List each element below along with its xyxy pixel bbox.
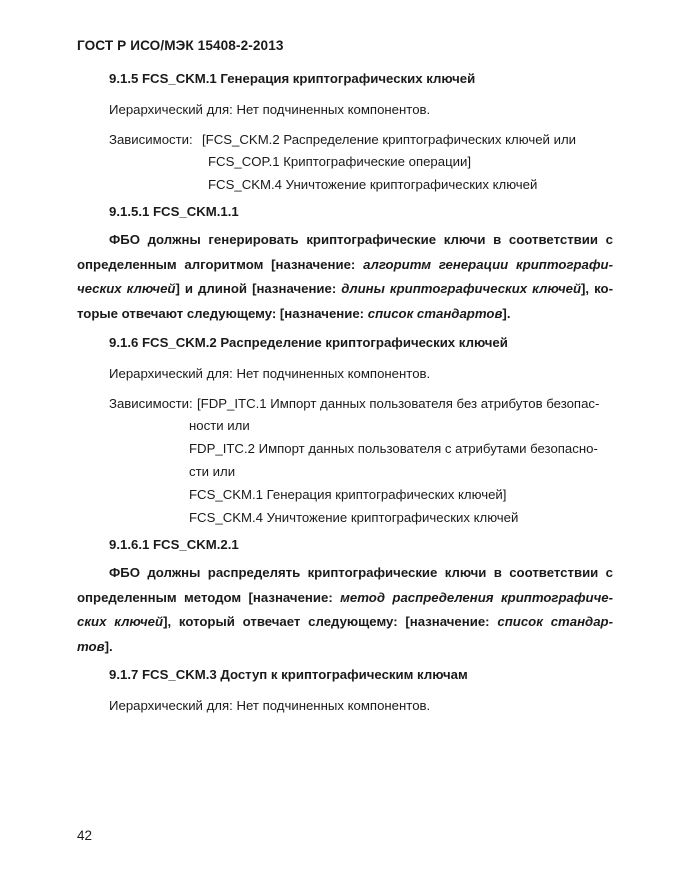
dependency-item: FCS_CKM.1 Генерация криптографических ключей] xyxy=(189,487,507,502)
text-run: ФБО должны генерировать криптографические ключи в соответствии с xyxy=(109,232,613,247)
assignment-text: метод распределения криптографиче- xyxy=(340,589,613,605)
paragraph-line xyxy=(77,277,613,302)
assignment-text: ческих ключей xyxy=(77,281,176,296)
paragraph-line xyxy=(77,253,613,278)
page-number: 42 xyxy=(77,828,93,843)
paragraph-line xyxy=(77,561,613,586)
text-run: ]. xyxy=(104,638,113,654)
text-run: ] и длиной [назначение: xyxy=(175,281,342,296)
section-heading-9-1-5-1: 9.1.5.1 FCS_CKM.1.1 xyxy=(109,204,239,219)
dependency-item: сти или xyxy=(189,464,236,479)
dependency-item: [FDP_ITC.1 Импорт данных пользователя без атрибутов безопас- xyxy=(197,396,600,411)
assignment-text: список стандар- xyxy=(497,614,613,629)
assignment-text: ских ключей xyxy=(77,614,164,629)
dependency-item: FDP_ITC.2 Импорт данных пользователя с атрибутами безопасно- xyxy=(189,441,598,456)
assignment-text: алгоритм генерации криптографи- xyxy=(363,256,614,272)
dependencies-label: Зависимости: xyxy=(109,396,193,411)
document-header: ГОСТ Р ИСО/МЭК 15408-2-2013 xyxy=(77,38,284,53)
dependency-item: ности или xyxy=(189,418,250,433)
text-run: ФБО должны распределять криптографические ключи в соответствии с xyxy=(109,565,613,580)
dependency-item: FCS_COP.1 Криптографические операции] xyxy=(208,154,472,169)
section-heading-9-1-6: 9.1.6 FCS_CKM.2 Распределение криптографических ключей xyxy=(109,335,508,350)
hierarchical-text: Иерархический для: Нет подчиненных компонентов. xyxy=(109,366,431,381)
text-run: ], который отвечает следующему: [назначение: xyxy=(163,614,498,629)
hierarchical-text: Иерархический для: Нет подчиненных компонентов. xyxy=(109,698,431,713)
section-heading-9-1-7: 9.1.7 FCS_CKM.3 Доступ к криптографическим ключам xyxy=(109,667,468,682)
paragraph-line xyxy=(77,302,613,327)
assignment-text: тов xyxy=(77,638,105,654)
paragraph-line xyxy=(77,635,613,660)
paragraph-line xyxy=(77,610,613,635)
text-run: определенным методом [назначение: xyxy=(77,589,341,605)
dependency-item: [FCS_CKM.2 Распределение криптографических ключей или xyxy=(202,132,577,147)
dependencies-label: Зависимости: xyxy=(109,132,193,147)
requirement-paragraph xyxy=(77,228,613,326)
text-run: определенным алгоритмом [назначение: xyxy=(77,256,364,272)
text-run: ]. xyxy=(502,305,511,321)
requirement-paragraph xyxy=(77,561,613,659)
paragraph-line xyxy=(77,586,613,611)
text-run: торые отвечают следующему: [назначение: xyxy=(77,305,368,321)
section-heading-9-1-6-1: 9.1.6.1 FCS_CKM.2.1 xyxy=(109,537,239,552)
paragraph-line xyxy=(77,228,613,253)
dependency-item: FCS_CKM.4 Уничтожение криптографических ключей xyxy=(208,177,538,192)
section-heading-9-1-5: 9.1.5 FCS_CKM.1 Генерация криптографических ключей xyxy=(109,71,476,86)
text-run: ], ко- xyxy=(581,281,613,296)
assignment-text: длины криптографических ключей xyxy=(341,281,582,296)
assignment-text: список стандартов xyxy=(367,305,503,321)
dependency-item: FCS_CKM.4 Уничтожение криптографических ключей xyxy=(189,510,519,525)
hierarchical-text: Иерархический для: Нет подчиненных компонентов. xyxy=(109,102,431,117)
